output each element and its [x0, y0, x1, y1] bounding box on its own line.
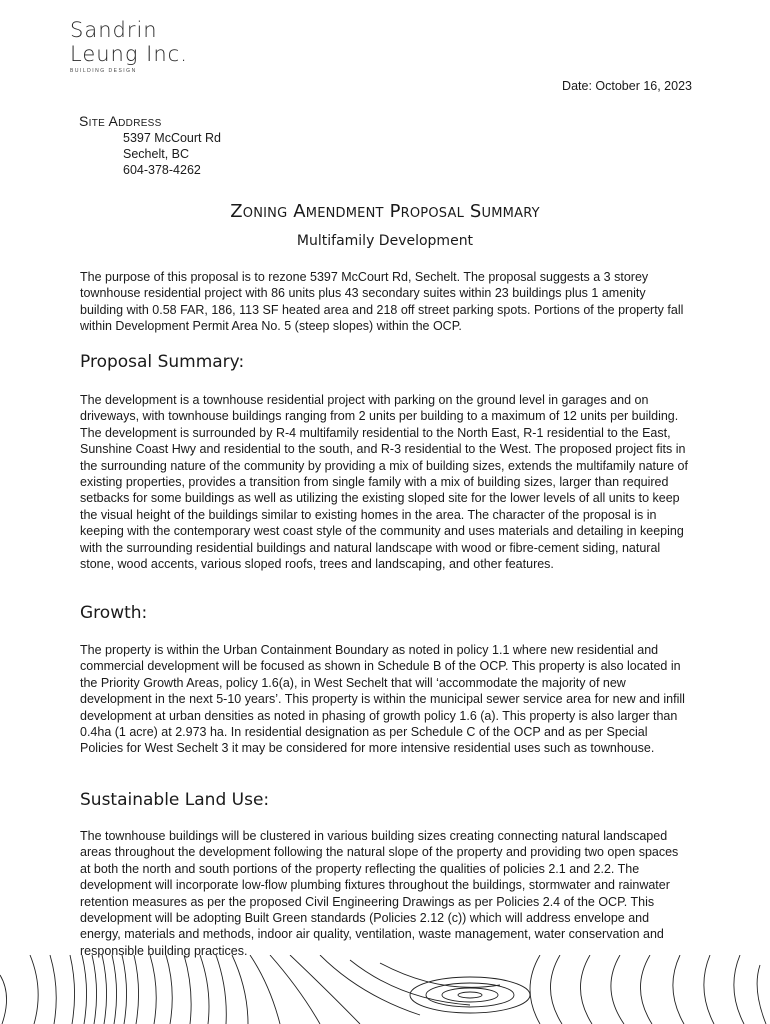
logo-line-2: Leung Inc.	[70, 42, 188, 66]
section-heading-growth: Growth:	[80, 603, 148, 623]
site-address-heading: Site Address	[79, 113, 162, 129]
intro-paragraph: The purpose of this proposal is to rezone 5397 McCourt Rd, Sechelt. The proposal suggests a 3 storey townhouse residential project with 86 units plus 43 secondary suites within 23 buildings plus 1 amenity building with 0.58 FAR, 186, 113 SF heated area and 218 off street parking spots. Portions of the property fall within Development Permit Area No. 5 (steep slopes) within the OCP.	[80, 270, 684, 334]
site-street: 5397 McCourt Rd	[123, 131, 221, 145]
logo-line-1: Sandrin	[70, 18, 158, 42]
document-subtitle: Multifamily Development	[296, 233, 474, 249]
document-title: Zoning Amendment Proposal Summary	[230, 201, 540, 222]
section-heading-proposal-summary: Proposal Summary:	[80, 352, 245, 372]
section-body-growth: The property is within the Urban Containment Boundary as noted in policy 1.1 where new residential and commercial development will be focused as shown in Schedule B of the OCP. This property is also located in the Priority Growth Areas, policy 1.6(a), in West Sechelt that will ‘accommodate the majority of new development in the next 5-10 years’. This property is within the municipal sewer service area for new and infill development at urban densities as noted in phasing of growth policy 1.6 (a). This property is also larger than 0.4ha (1 acre) at 2.973 ha. In residential designation as per Schedule C of the OCP and as per Special Policies for West Sechelt 3 it may be considered for more intensive residential uses such as townhouse.	[80, 643, 685, 756]
topographic-contour-decoration	[0, 955, 770, 1024]
section-body-sustainable-land-use: The townhouse buildings will be clustered in various building sizes creating connecting natural landscaped areas throughout the development following the natural slope of the property and providing two open spaces at both the north and south portions of the property reflecting the qualities of policies 2.1 and 2.2. The development will incorporate low-flow plumbing fixtures throughout the buildings, stormwater and rainwater retention measures as per the proposed Civil Engineering Drawings as per Policies 2.4 of the OCP. This development will be adopting Built Green standards (Policies 2.12 (c)) which will address envelope and energy, materials and methods, indoor air quality, ventilation, waste management, water conservation and responsible building practices.	[80, 829, 679, 958]
section-body-proposal-summary: The development is a townhouse residential project with parking on the ground level in garages and on driveways, with townhouse buildings ranging from 2 units per building to a maximum of 12 units per building. The development is surrounded by R-4 multifamily residential to the North East, R-1 residential to the East, Sunshine Coast Hwy and residential to the south, and R-3 residential to the West. The proposed project fits in the surrounding nature of the community by providing a mix of building sizes, extends the multifamily nature of existing properties, provides a transition from single family with a mix of building sizes, larger than required setbacks for some buildings as well as utilizing the existing sloped site for the lower levels of all units to keep the visual height of the buildings similar to existing homes in the area. The character of the proposal is in keeping with the contemporary west coast style of the community and uses materials and detailing in keeping with the surrounding residential buildings and natural landscape with wood or fibre-cement siding, natural stone, wood accents, various sloped roofs, trees and landscaping, and other features.	[80, 393, 688, 572]
site-city: Sechelt, BC	[123, 147, 190, 161]
logo-tagline: BUILDING DESIGN	[70, 68, 137, 74]
section-heading-sustainable-land-use: Sustainable Land Use:	[80, 790, 270, 810]
company-logo	[70, 18, 190, 74]
site-address-block	[79, 113, 221, 178]
document-date: Date: October 16, 2023	[562, 79, 692, 93]
site-phone: 604-378-4262	[123, 163, 201, 177]
